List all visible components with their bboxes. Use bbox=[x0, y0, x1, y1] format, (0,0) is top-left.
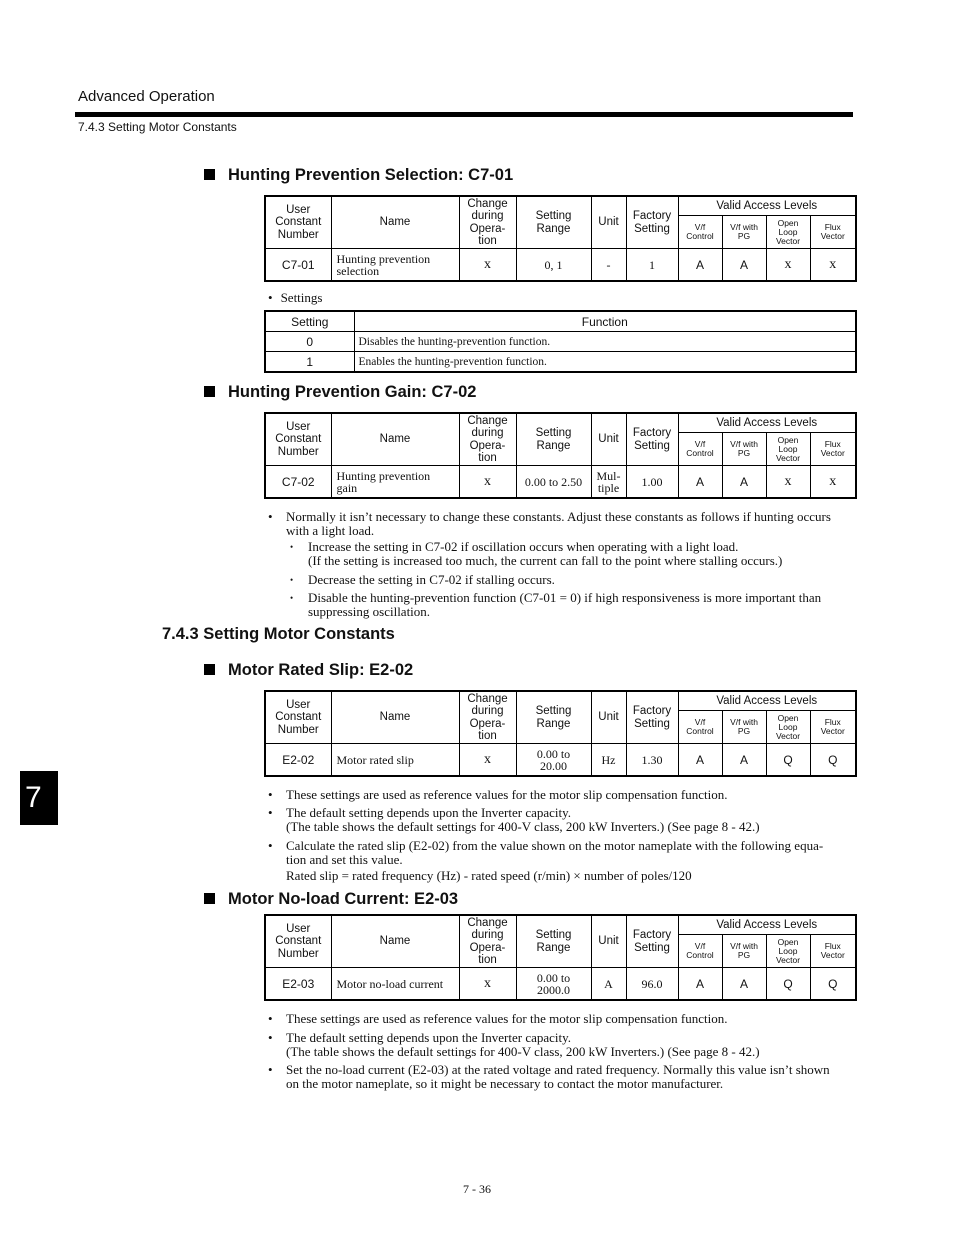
cell-name: Motor rated slip bbox=[331, 744, 459, 777]
page-header-title: Advanced Operation bbox=[78, 88, 215, 105]
bullet-icon: • bbox=[290, 593, 294, 603]
header-user-constant: User Constant Number bbox=[265, 915, 331, 968]
bullet-icon: • bbox=[268, 1030, 273, 1045]
settings-value: 1 bbox=[265, 352, 354, 373]
bullet-icon: • bbox=[268, 1011, 273, 1026]
section-heading-c7-02: Hunting Prevention Gain: C7-02 bbox=[204, 383, 476, 402]
cell-open-loop-vector: Q bbox=[766, 744, 810, 777]
cell-flux-vector: Q bbox=[810, 744, 856, 777]
header-vf-with-pg: V/f with PG bbox=[722, 216, 766, 249]
header-open-loop-vector: Open Loop Vector bbox=[766, 711, 810, 744]
square-bullet-icon bbox=[204, 893, 215, 904]
header-flux-vector: Flux Vector bbox=[810, 433, 856, 466]
header-unit: Unit bbox=[591, 413, 626, 466]
header-factory-setting: Factory Setting bbox=[626, 915, 678, 968]
bullet-icon: • bbox=[268, 805, 273, 820]
page-number: 7 - 36 bbox=[463, 1182, 491, 1196]
header-setting-range: Setting Range bbox=[516, 413, 591, 466]
cell-factory-setting: 1.30 bbox=[626, 744, 678, 777]
bullet-icon: • bbox=[290, 542, 294, 552]
header-user-constant: User Constant Number bbox=[265, 691, 331, 744]
cell-factory-setting: 96.0 bbox=[626, 968, 678, 1001]
cell-change: x bbox=[459, 968, 516, 1001]
header-change-during-operation: Change during Opera- tion bbox=[459, 413, 516, 466]
header-vf-control: V/f Control bbox=[678, 433, 722, 466]
table-row bbox=[265, 466, 856, 499]
chapter-tab: 7 bbox=[20, 771, 58, 825]
cell-flux-vector: x bbox=[810, 249, 856, 282]
cell-vf-control: A bbox=[678, 249, 722, 282]
cell-change: x bbox=[459, 744, 516, 777]
bullet-icon: • bbox=[268, 838, 273, 853]
cell-vf-with-pg: A bbox=[722, 249, 766, 282]
cell-vf-with-pg: A bbox=[722, 466, 766, 499]
bullet-icon: • bbox=[268, 290, 273, 305]
cell-vf-control: A bbox=[678, 744, 722, 777]
bullet-icon: • bbox=[268, 787, 273, 802]
header-vf-with-pg: V/f with PG bbox=[722, 711, 766, 744]
cell-unit: A bbox=[591, 968, 626, 1001]
header-name: Name bbox=[331, 915, 459, 968]
table-row bbox=[265, 744, 856, 777]
header-valid-access-levels: Valid Access Levels bbox=[678, 915, 856, 935]
section-heading-c7-01: Hunting Prevention Selection: C7-01 bbox=[204, 166, 513, 185]
header-unit: Unit bbox=[591, 915, 626, 968]
section-heading-e2-03: Motor No-load Current: E2-03 bbox=[204, 890, 458, 909]
cell-flux-vector: x bbox=[810, 466, 856, 499]
header-setting-range: Setting Range bbox=[516, 691, 591, 744]
header-valid-access-levels: Valid Access Levels bbox=[678, 691, 856, 711]
header-flux-vector: Flux Vector bbox=[810, 216, 856, 249]
header-change-during-operation: Change during Opera- tion bbox=[459, 196, 516, 249]
header-factory-setting: Factory Setting bbox=[626, 691, 678, 744]
header-open-loop-vector: Open Loop Vector bbox=[766, 216, 810, 249]
square-bullet-icon bbox=[204, 386, 215, 397]
cell-setting-range: 0.00 to 2000.0 bbox=[516, 968, 591, 1001]
parameter-table bbox=[264, 412, 857, 499]
bullet-icon: • bbox=[268, 1062, 273, 1077]
settings-function: Disables the hunting-prevention function. bbox=[354, 332, 856, 352]
header-valid-access-levels: Valid Access Levels bbox=[678, 196, 856, 216]
header-unit: Unit bbox=[591, 691, 626, 744]
settings-table bbox=[264, 310, 857, 373]
section-heading-7-4-3: 7.4.3 Setting Motor Constants bbox=[162, 625, 395, 643]
header-name: Name bbox=[331, 691, 459, 744]
cell-vf-with-pg: A bbox=[722, 744, 766, 777]
header-valid-access-levels: Valid Access Levels bbox=[678, 413, 856, 433]
cell-name: Hunting prevention gain bbox=[331, 466, 459, 499]
bullet-icon: • bbox=[290, 575, 294, 585]
cell-vf-with-pg: A bbox=[722, 968, 766, 1001]
cell-setting-range: 0.00 to 2.50 bbox=[516, 466, 591, 499]
header-change-during-operation: Change during Opera- tion bbox=[459, 691, 516, 744]
cell-constant-number: C7-02 bbox=[265, 466, 331, 499]
cell-open-loop-vector: x bbox=[766, 466, 810, 499]
parameter-table bbox=[264, 914, 857, 1001]
square-bullet-icon bbox=[204, 664, 215, 675]
header-factory-setting: Factory Setting bbox=[626, 413, 678, 466]
cell-name: Hunting prevention selection bbox=[331, 249, 459, 282]
header-name: Name bbox=[331, 196, 459, 249]
page-header-subtitle: 7.4.3 Setting Motor Constants bbox=[78, 120, 237, 134]
square-bullet-icon bbox=[204, 169, 215, 180]
cell-open-loop-vector: x bbox=[766, 249, 810, 282]
cell-vf-control: A bbox=[678, 466, 722, 499]
header-vf-control: V/f Control bbox=[678, 935, 722, 968]
header-vf-control: V/f Control bbox=[678, 711, 722, 744]
header-setting-range: Setting Range bbox=[516, 915, 591, 968]
header-change-during-operation: Change during Opera- tion bbox=[459, 915, 516, 968]
header-vf-control: V/f Control bbox=[678, 216, 722, 249]
header-open-loop-vector: Open Loop Vector bbox=[766, 433, 810, 466]
header-factory-setting: Factory Setting bbox=[626, 196, 678, 249]
parameter-table bbox=[264, 195, 857, 282]
header-flux-vector: Flux Vector bbox=[810, 711, 856, 744]
cell-change: x bbox=[459, 249, 516, 282]
table-row bbox=[265, 249, 856, 282]
table-row bbox=[265, 968, 856, 1001]
cell-constant-number: C7-01 bbox=[265, 249, 331, 282]
parameter-table bbox=[264, 690, 857, 777]
cell-open-loop-vector: Q bbox=[766, 968, 810, 1001]
cell-setting-range: 0, 1 bbox=[516, 249, 591, 282]
settings-header-setting: Setting bbox=[265, 311, 354, 332]
header-open-loop-vector: Open Loop Vector bbox=[766, 935, 810, 968]
cell-unit: - bbox=[591, 249, 626, 282]
header-vf-with-pg: V/f with PG bbox=[722, 433, 766, 466]
cell-unit: Hz bbox=[591, 744, 626, 777]
bullet-icon: • bbox=[268, 509, 273, 524]
header-setting-range: Setting Range bbox=[516, 196, 591, 249]
cell-constant-number: E2-02 bbox=[265, 744, 331, 777]
cell-name: Motor no-load current bbox=[331, 968, 459, 1001]
header-user-constant: User Constant Number bbox=[265, 413, 331, 466]
cell-setting-range: 0.00 to 20.00 bbox=[516, 744, 591, 777]
cell-factory-setting: 1 bbox=[626, 249, 678, 282]
header-name: Name bbox=[331, 413, 459, 466]
cell-change: x bbox=[459, 466, 516, 499]
section-heading-e2-02: Motor Rated Slip: E2-02 bbox=[204, 661, 413, 680]
settings-label: • Settings bbox=[268, 290, 323, 305]
header-rule bbox=[75, 112, 853, 117]
cell-vf-control: A bbox=[678, 968, 722, 1001]
header-user-constant: User Constant Number bbox=[265, 196, 331, 249]
header-vf-with-pg: V/f with PG bbox=[722, 935, 766, 968]
cell-factory-setting: 1.00 bbox=[626, 466, 678, 499]
settings-header-function: Function bbox=[354, 311, 856, 332]
settings-value: 0 bbox=[265, 332, 354, 352]
settings-function: Enables the hunting-prevention function. bbox=[354, 352, 856, 373]
header-flux-vector: Flux Vector bbox=[810, 935, 856, 968]
cell-constant-number: E2-03 bbox=[265, 968, 331, 1001]
header-unit: Unit bbox=[591, 196, 626, 249]
cell-flux-vector: Q bbox=[810, 968, 856, 1001]
cell-unit: Mul- tiple bbox=[591, 466, 626, 499]
